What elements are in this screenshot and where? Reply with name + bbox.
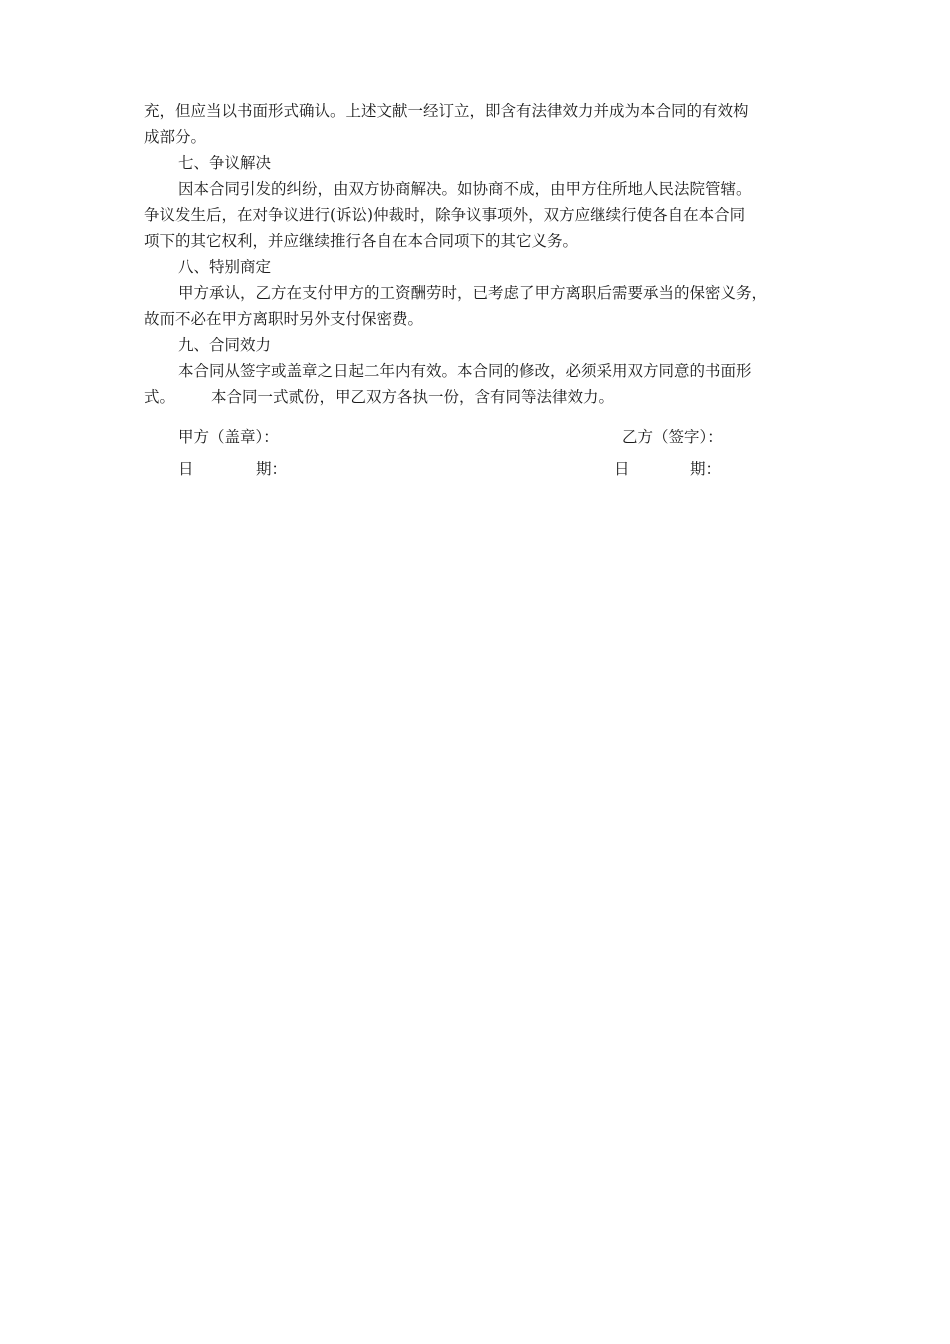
party-b-date-label-2: 期： — [690, 460, 722, 478]
clause-text: 故而不必在甲方离职时另外支付保密费。 — [144, 310, 424, 328]
clause-text — [144, 384, 819, 410]
date-row — [144, 456, 819, 482]
clause-text-part: 式。 — [144, 388, 176, 406]
document-page — [144, 98, 819, 478]
clause-text-part: 本合同一式贰份，甲乙双方各执一份，含有同等法律效力。 — [211, 388, 615, 406]
clause-text: 成部分。 — [144, 128, 207, 146]
party-a-signature-label: 甲方（盖章）： — [178, 428, 279, 446]
party-b-date-label-1: 日 — [614, 460, 630, 478]
clause-text: 项下的其它权利，并应继续推行各自在本合同项下的其它义务。 — [144, 232, 579, 250]
party-b-signature-label: 乙方（签字）： — [622, 428, 723, 446]
clause-text: 争议发生后，在对争议进行(诉讼)仲裁时，除争议事项外，双方应继续行使各自在本合同 — [144, 206, 746, 224]
clause-text: 本合同从签字或盖章之日起二年内有效。本合同的修改，必须采用双方同意的书面形 — [178, 362, 752, 380]
section-8-title: 八、特别商定 — [178, 258, 272, 276]
party-a-date-label-1: 日 — [178, 460, 194, 478]
party-a-date-label-2: 期： — [256, 460, 288, 478]
clause-text: 甲方承认，乙方在支付甲方的工资酬劳时，已考虑了甲方离职后需要承当的保密义务， — [178, 284, 768, 302]
clause-text: 因本合同引发的纠纷，由双方协商解决。如协商不成，由甲方住所地人民法院管辖。 — [178, 180, 752, 198]
section-7-title: 七、争议解决 — [178, 154, 272, 172]
signature-row — [144, 424, 819, 450]
section-9-title: 九、合同效力 — [178, 336, 272, 354]
clause-text: 充，但应当以书面形式确认。上述文献一经订立，即含有法律效力并成为本合同的有效构 — [144, 102, 749, 120]
